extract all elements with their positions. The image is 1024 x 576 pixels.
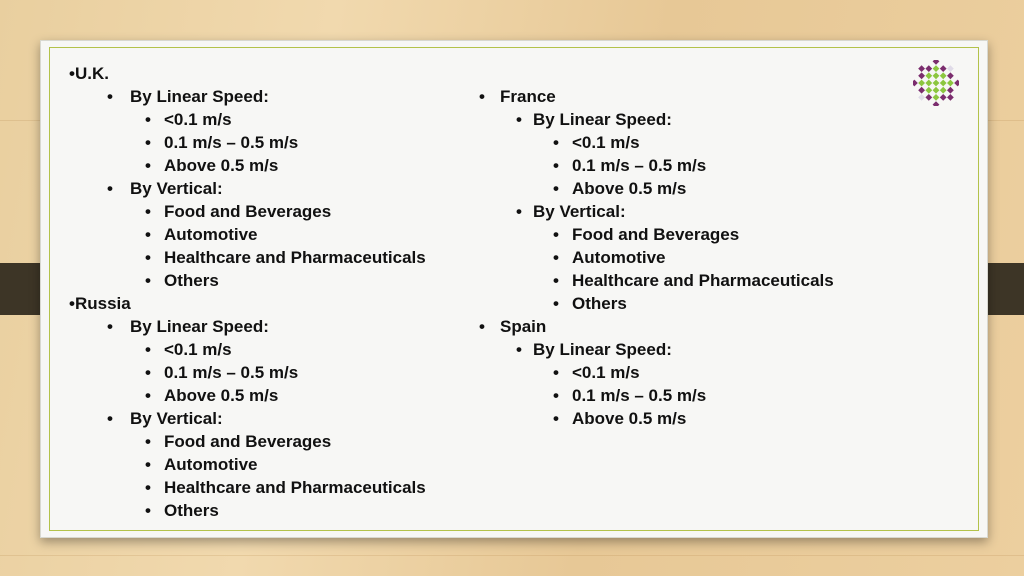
bullet-icon: • — [516, 202, 522, 221]
item-text: 0.1 m/s – 0.5 m/s — [572, 156, 707, 175]
bullet-icon: • — [145, 271, 151, 290]
bullet-icon: • — [145, 455, 151, 474]
logo-diamond — [947, 65, 954, 72]
logo-diamond — [925, 65, 932, 72]
item-text: <0.1 m/s — [164, 110, 232, 129]
bullet-icon: • — [145, 363, 151, 382]
bullet-icon: • — [553, 225, 559, 244]
bullet-icon: • — [145, 432, 151, 451]
item-text: Above 0.5 m/s — [572, 409, 687, 428]
logo-diamond — [940, 72, 947, 79]
item-text: Above 0.5 m/s — [164, 156, 279, 175]
bullet-icon: • — [107, 179, 113, 198]
bullet-icon: • — [145, 501, 151, 520]
item-text: Food and Beverages — [164, 202, 332, 221]
group-label: By Linear Speed: — [533, 340, 672, 359]
logo-diamond — [947, 87, 954, 94]
item-text: Others — [164, 271, 219, 290]
group-label: By Linear Speed: — [130, 317, 269, 336]
bullet-icon: • — [553, 409, 559, 428]
logo-diamond — [925, 94, 932, 101]
bullet-icon: • — [145, 156, 151, 175]
item-text: 0.1 m/s – 0.5 m/s — [164, 363, 299, 382]
logo-diamond — [947, 72, 954, 79]
group-label: By Linear Speed: — [130, 87, 269, 106]
item-text: Above 0.5 m/s — [572, 179, 687, 198]
item-text: Automotive — [164, 455, 258, 474]
logo-diamond — [925, 72, 932, 79]
bullet-icon: • — [145, 202, 151, 221]
bullet-icon: • — [145, 248, 151, 267]
bullet-icon: • — [516, 110, 522, 129]
region-name: France — [500, 87, 556, 106]
group-label: By Vertical: — [130, 179, 223, 198]
logo-diamond — [933, 87, 940, 94]
bullet-icon: • — [553, 133, 559, 152]
group-label: By Linear Speed: — [533, 110, 672, 129]
bullet-icon: • — [479, 317, 485, 336]
slide-frame — [49, 47, 979, 531]
logo-diamond — [918, 94, 925, 101]
bullet-icon: • — [553, 386, 559, 405]
region-name: •U.K. — [69, 64, 109, 83]
bullet-icon: • — [553, 271, 559, 290]
group-label: By Vertical: — [533, 202, 626, 221]
slide-card — [40, 40, 988, 538]
region-name: Spain — [500, 317, 547, 336]
item-text: 0.1 m/s – 0.5 m/s — [164, 133, 299, 152]
bullet-icon: • — [553, 156, 559, 175]
item-text: Healthcare and Pharmaceuticals — [164, 248, 426, 267]
logo-diamond — [940, 65, 947, 72]
item-text: Food and Beverages — [572, 225, 740, 244]
logo-diamond — [954, 80, 959, 87]
logo-diamond — [918, 80, 925, 87]
region-name: •Russia — [69, 294, 131, 313]
item-text: Above 0.5 m/s — [164, 386, 279, 405]
bullet-icon: • — [553, 248, 559, 267]
logo-diamond — [947, 80, 954, 87]
item-text: <0.1 m/s — [572, 363, 640, 382]
wood-grain — [0, 555, 1024, 556]
logo-diamond — [933, 72, 940, 79]
group-label: By Vertical: — [130, 409, 223, 428]
item-text: Others — [164, 501, 219, 520]
bullet-icon: • — [553, 179, 559, 198]
bullet-icon: • — [145, 133, 151, 152]
bullet-icon: • — [145, 340, 151, 359]
bullet-icon: • — [107, 409, 113, 428]
item-text: <0.1 m/s — [572, 133, 640, 152]
logo-diamond — [925, 80, 932, 87]
diamond-mosaic-logo-icon — [913, 60, 959, 106]
item-text: <0.1 m/s — [164, 340, 232, 359]
item-text: Automotive — [164, 225, 258, 244]
logo-diamond — [933, 94, 940, 101]
item-text: Automotive — [572, 248, 666, 267]
logo-diamond — [940, 87, 947, 94]
logo-diamond — [947, 94, 954, 101]
bullet-icon: • — [553, 363, 559, 382]
bullet-icon: • — [553, 294, 559, 313]
logo-diamond — [933, 80, 940, 87]
item-text: Healthcare and Pharmaceuticals — [164, 478, 426, 497]
item-text: Healthcare and Pharmaceuticals — [572, 271, 834, 290]
item-text: Others — [572, 294, 627, 313]
logo-diamond — [918, 65, 925, 72]
logo-diamond — [940, 94, 947, 101]
bullet-icon: • — [145, 386, 151, 405]
item-text: 0.1 m/s – 0.5 m/s — [572, 386, 707, 405]
logo-diamond — [933, 65, 940, 72]
logo-diamond — [940, 80, 947, 87]
logo-diamond — [933, 60, 940, 65]
logo-diamond — [913, 80, 918, 87]
logo-diamond — [933, 101, 940, 106]
bullet-icon: • — [479, 87, 485, 106]
logo-diamond — [918, 87, 925, 94]
bullet-icon: • — [145, 478, 151, 497]
bullet-icon: • — [145, 225, 151, 244]
item-text: Food and Beverages — [164, 432, 332, 451]
bullet-icon: • — [145, 110, 151, 129]
bullet-icon: • — [107, 87, 113, 106]
bullet-icon: • — [516, 340, 522, 359]
logo-diamond — [925, 87, 932, 94]
bullet-icon: • — [107, 317, 113, 336]
logo-diamond — [918, 72, 925, 79]
